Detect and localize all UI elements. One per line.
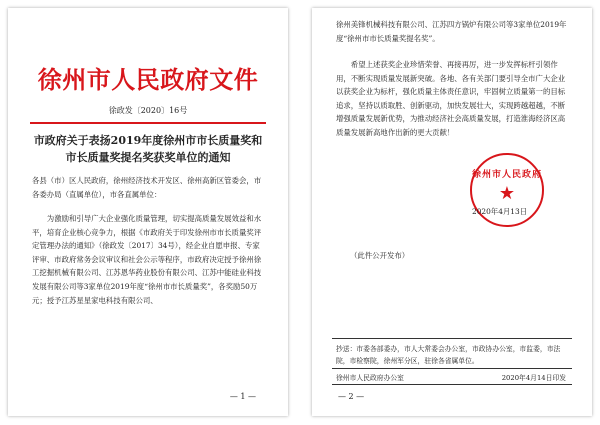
seal-text: 徐州市人民政府 [472, 170, 543, 180]
issue-date: 2020年4月14日印发 [501, 374, 566, 382]
signature-date: 2020年4月13日 [472, 207, 528, 216]
notice-title-line-2: 市长质量奖提名奖获奖单位的通知 [65, 151, 231, 164]
recipients: 各县（市）区人民政府，徐州经济技术开发区、徐州高新区管委会，市各委办局（直属单位），市各直属单位： [32, 176, 262, 199]
divider-line [332, 384, 572, 385]
divider-line [332, 368, 572, 369]
document-number: 徐政发〔2020〕16号 [108, 106, 188, 115]
page-number: — 2 — [338, 392, 365, 401]
divider-line [332, 338, 572, 339]
document-page-1 [8, 8, 288, 416]
notice-title [26, 132, 270, 166]
continued-text: 徐州美锋机械科技有限公司、江苏四方锅炉有限公司等3家单位2019年度“徐州市市长质量奖提名奖”。 [336, 20, 567, 43]
publish-note: （此件公开发布） [350, 251, 410, 260]
red-divider [30, 122, 266, 124]
document-header-title: 徐州市人民政府文件 [37, 65, 259, 94]
page-number: — 1 — [229, 392, 256, 401]
notice-title-line-1: 市政府关于表扬2019年度徐州市市长质量奖和 [33, 134, 263, 147]
body-paragraph: 希望上述获奖企业珍惜荣誉、再接再厉，进一步发挥标杆引领作用，不断实现质量发展新突破。各地、各有关部门要引导全市广大企业以获奖企业为标杆，强化质量主体责任意识，牢固树立质量第一的目标追求，坚持以质取胜、创新驱动，加快发展壮大，实现跨越超越，不断增强质量发展新优势，为推动经济社会高质量发展，打造淮海经济区高质量发展新高地作出新的更大贡献！ [336, 60, 566, 137]
star-icon: ★ [498, 183, 516, 204]
document-page-2 [312, 8, 592, 416]
body-paragraph: 为激励和引导广大企业强化质量管理，切实提高质量发展效益和水平，培育企业核心竞争力，根据《市政府关于印发徐州市市长质量奖评定管理办法的通知》（徐政发〔2017〕34号），经企业自愿申报、专家评审、市政府常务会议审议和社会公示等程序，市政府决定授予徐州徐工挖掘机械有限公司、江苏恩华药业股份有限公司、江苏中能硅业科技发展有限公司等3家单位2019年度“徐州市市长质量奖”，各奖励50万元；授予江苏星星家电科技有限公司、 [32, 214, 262, 305]
cc-list: 抄送：市委各部委办，市人大常委会办公室，市政协办公室，市监委，市法院，市检察院，徐州军分区，驻徐各省属单位。 [336, 345, 561, 365]
issuer: 徐州市人民政府办公室 [336, 374, 404, 382]
